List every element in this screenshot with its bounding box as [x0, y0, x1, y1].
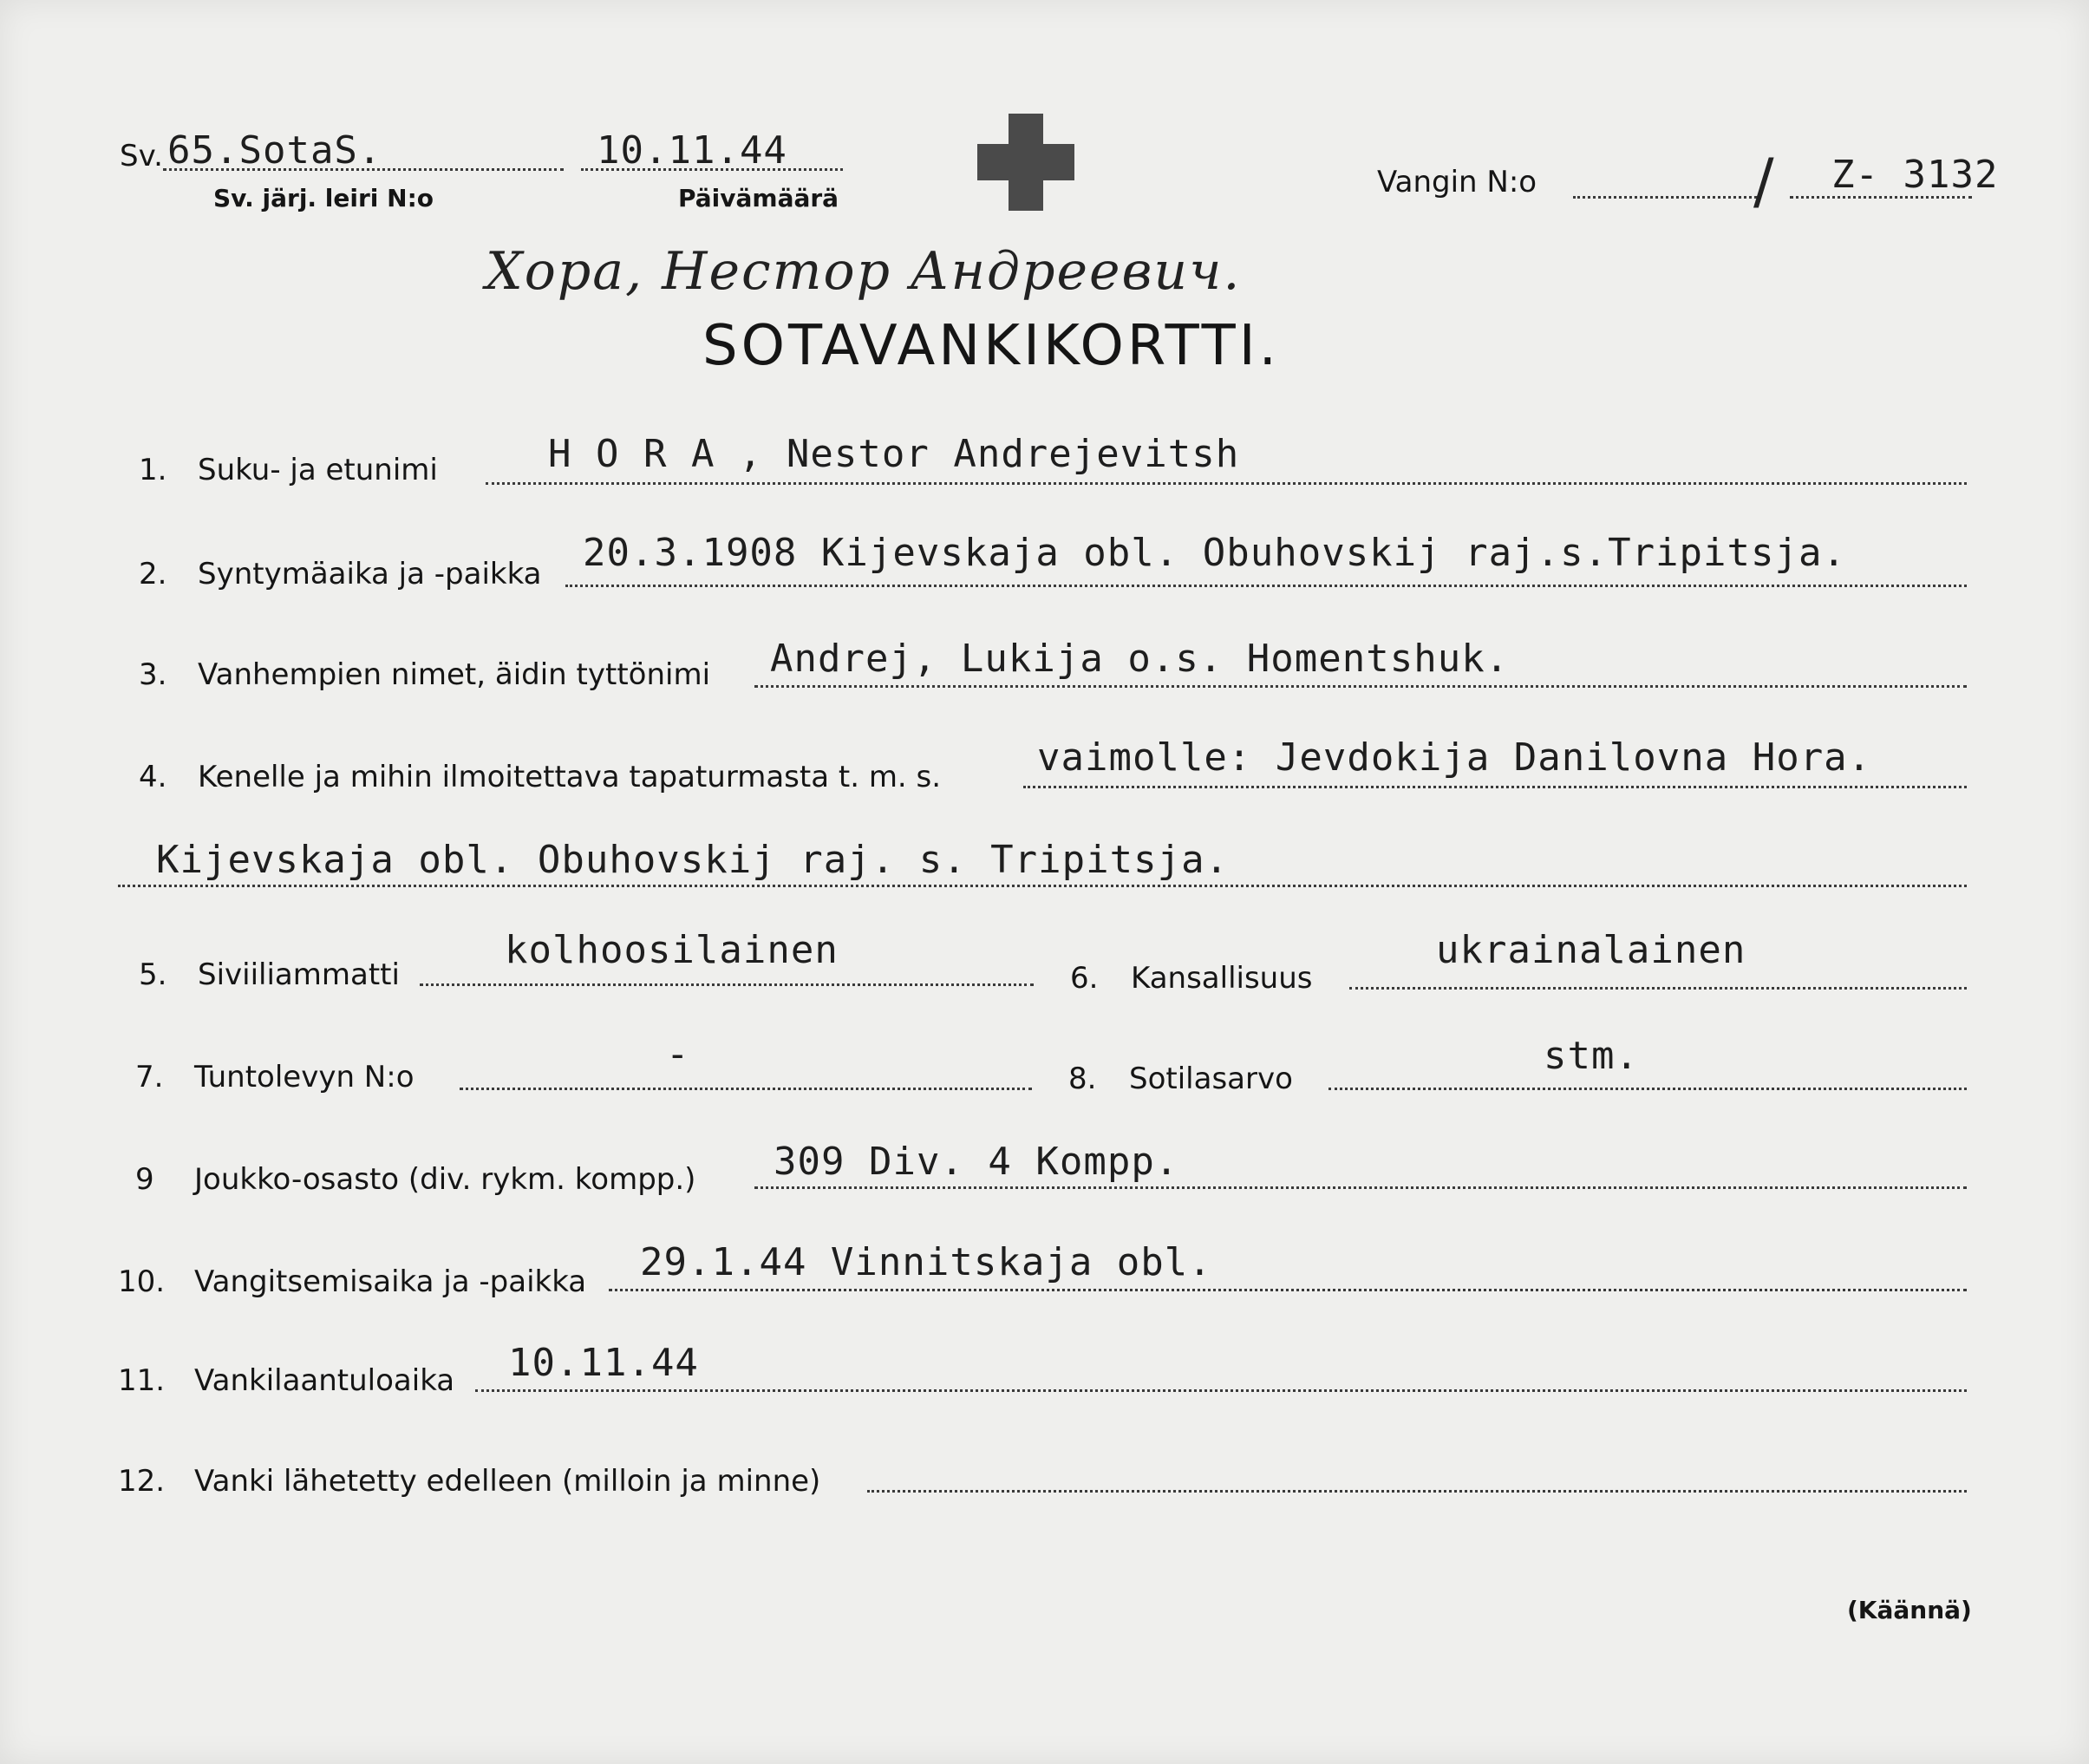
field-number-10: 10.	[118, 1264, 166, 1299]
field-label-unit: Joukko-osasto (div. rykm. kompp.)	[194, 1162, 696, 1197]
field-value-rank: stm.	[1544, 1034, 1639, 1078]
field-number-4: 4.	[139, 760, 167, 794]
field-value-unit: 309 Div. 4 Kompp.	[774, 1140, 1179, 1184]
field-value-name: H O R A , Nestor Andrejevitsh	[548, 432, 1240, 476]
field-number-8: 8.	[1068, 1062, 1097, 1096]
field-label-nationality: Kansallisuus	[1131, 961, 1313, 996]
field-label-tag: Tuntolevyn N:o	[194, 1060, 415, 1094]
field-value-notify-address: Kijevskaja obl. Obuhovskij raj. s. Tripitsja.	[156, 838, 1230, 882]
field-number-2: 2.	[139, 557, 167, 591]
field-label-capture: Vangitsemisaika ja -paikka	[194, 1264, 587, 1299]
camp-number-line	[163, 168, 564, 171]
field-line-4b	[118, 885, 1967, 887]
field-value-nationality: ukrainalainen	[1436, 928, 1746, 972]
camp-number: 65.SotaS.	[167, 128, 382, 173]
field-value-occupation: kolhoosilainen	[505, 928, 839, 972]
field-number-9: 9	[135, 1162, 154, 1197]
red-cross-icon-bar	[977, 144, 1074, 180]
field-value-arrival: 10.11.44	[508, 1341, 699, 1385]
handwritten-name: Хора, Нестор Андреевич.	[486, 241, 1242, 302]
prisoner-number-separator: /	[1753, 146, 1774, 217]
field-number-5: 5.	[139, 957, 167, 992]
field-line-12	[867, 1490, 1967, 1493]
field-label-occupation: Siviiliammatti	[198, 957, 400, 992]
field-number-11: 11.	[118, 1363, 166, 1398]
field-line-2	[565, 585, 1967, 587]
sv-prefix: Sv.	[120, 139, 163, 173]
field-value-parents: Andrej, Lukija o.s. Homentshuk.	[770, 637, 1510, 681]
field-label-rank: Sotilasarvo	[1129, 1062, 1293, 1096]
field-line-4	[1023, 786, 1967, 788]
field-line-10	[609, 1289, 1967, 1291]
field-label-forwarded: Vanki lähetetty edelleen (milloin ja minne)	[194, 1464, 821, 1499]
field-number-12: 12.	[118, 1464, 166, 1499]
card-title: SOTAVANKIKORTTI.	[702, 314, 1280, 378]
prisoner-number-label: Vangin N:o	[1377, 165, 1537, 199]
field-value-notify: vaimolle: Jevdokija Danilovna Hora.	[1037, 735, 1872, 780]
field-line-3	[754, 685, 1967, 688]
turn-over-note: (Käännä)	[1847, 1596, 1972, 1624]
field-label-birth: Syntymäaika ja -paikka	[198, 557, 542, 591]
prisoner-number: Z- 3132	[1831, 153, 1999, 197]
prisoner-number-line-2	[1790, 196, 1972, 199]
field-number-1: 1.	[139, 453, 167, 487]
field-number-7: 7.	[135, 1060, 164, 1094]
field-label-parents: Vanhempien nimet, äidin tyttönimi	[198, 657, 711, 692]
field-line-8	[1328, 1088, 1967, 1090]
field-line-11	[475, 1389, 1967, 1392]
field-line-5	[420, 983, 1034, 986]
field-label-arrival: Vankilaantuloaika	[194, 1363, 455, 1398]
field-label-notify: Kenelle ja mihin ilmoitettava tapaturmasta t. m. s.	[198, 760, 942, 794]
card-date-label: Päivämäärä	[678, 184, 839, 212]
card-date-line	[581, 168, 843, 171]
field-value-birth: 20.3.1908 Kijevskaja obl. Obuhovskij raj.s.Tripitsja.	[583, 531, 1846, 575]
field-value-tag: -	[666, 1032, 690, 1076]
field-label-name: Suku- ja etunimi	[198, 453, 438, 487]
field-line-7	[460, 1088, 1032, 1090]
field-number-3: 3.	[139, 657, 167, 692]
field-line-9	[754, 1186, 1967, 1189]
field-value-capture: 29.1.44 Vinnitskaja obl.	[640, 1240, 1212, 1284]
field-number-6: 6.	[1070, 961, 1099, 996]
card-date: 10.11.44	[597, 128, 787, 173]
field-line-1	[486, 482, 1967, 485]
prisoner-number-line-1	[1573, 196, 1757, 199]
camp-number-label: Sv. järj. leiri N:o	[213, 184, 434, 212]
field-line-6	[1349, 987, 1967, 990]
